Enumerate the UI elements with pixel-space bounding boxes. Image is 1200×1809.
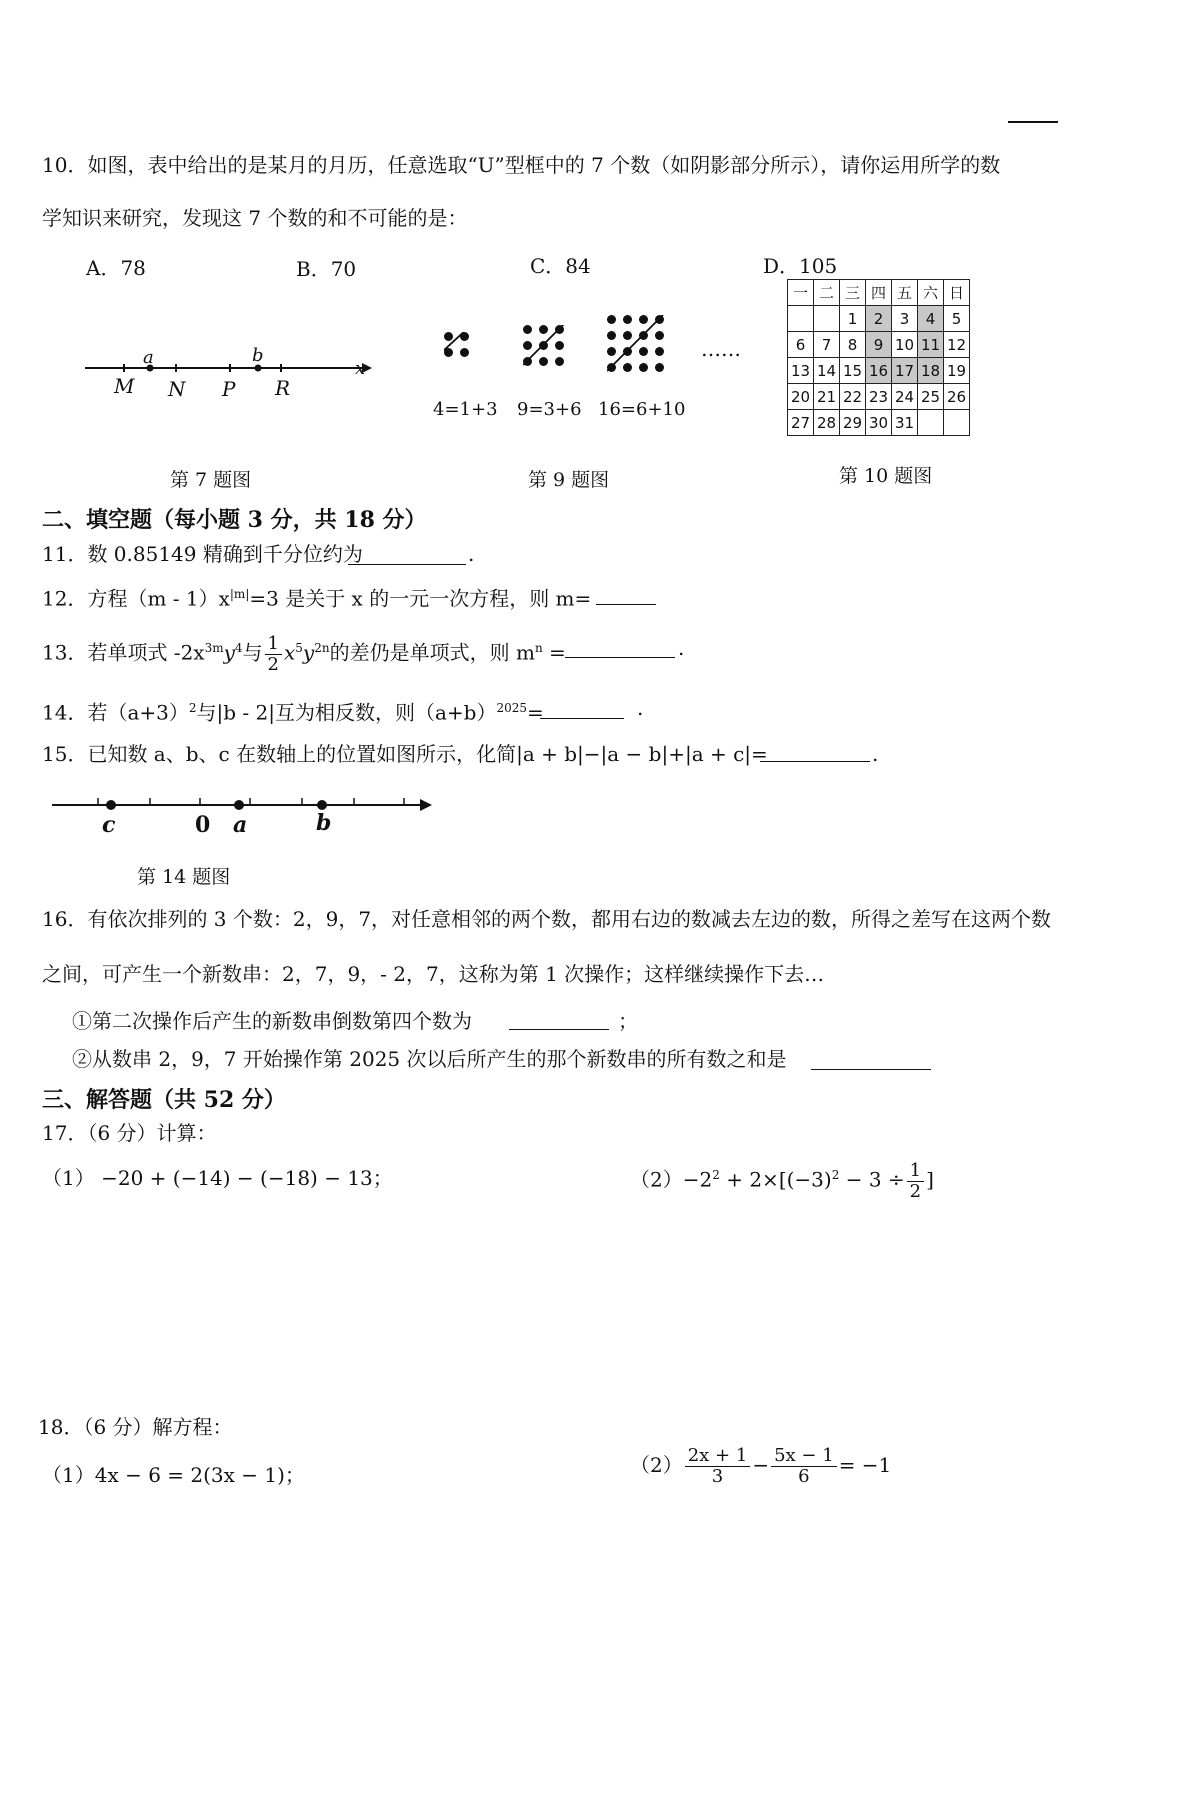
calendar-cell: 19 xyxy=(944,358,970,384)
calendar-cell: 13 xyxy=(788,358,814,384)
calendar-header-row xyxy=(788,280,970,306)
q16-sub2: ②从数串 2，9，7 开始操作第 2025 次以后所产生的那个新数串的所有数之和是 xyxy=(72,1047,787,1071)
fig7-label-n: N xyxy=(168,377,186,401)
q13-frac-num: 1 xyxy=(265,634,282,655)
calendar-cell: 27 xyxy=(788,410,814,436)
fig7-label-r: R xyxy=(275,376,291,400)
q17-part2 xyxy=(630,1155,934,1202)
q17-head: 17．（6 分）计算： xyxy=(42,1121,217,1145)
fig14-caption: 第 14 题图 xyxy=(137,866,231,888)
q12-question xyxy=(42,581,591,612)
calendar-header-cell: 四 xyxy=(866,280,892,306)
q15-blank xyxy=(760,761,870,762)
calendar-cell: 12 xyxy=(944,332,970,358)
q13-eq: = xyxy=(542,640,566,665)
calendar-cell: 30 xyxy=(866,410,892,436)
calendar-cell: 22 xyxy=(840,384,866,410)
q15-text: 15．已知数 a、b、c 在数轴上的位置如图所示，化简|a + b|−|a − b|+|a + c|= xyxy=(42,742,768,766)
calendar-cell: 2 xyxy=(866,306,892,332)
q13-mid: 与 xyxy=(242,640,263,665)
fig10-calendar xyxy=(787,279,970,436)
calendar-cell: 1 xyxy=(840,306,866,332)
calendar-cell: 3 xyxy=(892,306,918,332)
q18-f1-num: 2x + 1 xyxy=(685,1446,751,1467)
q17-p2-den: 2 xyxy=(909,1180,922,1202)
q11-end: . xyxy=(468,542,475,566)
q16-sub1-end: ； xyxy=(618,1009,638,1033)
q13-exp-2: 4 xyxy=(234,641,243,655)
q18-head: 18．（6 分）解方程： xyxy=(38,1415,233,1439)
calendar-row xyxy=(788,410,970,436)
q10-option-a: A．78 xyxy=(86,256,146,280)
q13-y: y xyxy=(223,640,235,665)
q10-option-c: C．84 xyxy=(530,254,591,278)
fig14-label-b: b xyxy=(316,810,332,836)
calendar-cell xyxy=(918,410,944,436)
fig7-label-p: P xyxy=(222,377,236,401)
fig10-caption: 第 10 题图 xyxy=(839,465,933,487)
calendar-cell: 20 xyxy=(788,384,814,410)
q17-p2-mid2: − 3 ÷ xyxy=(839,1167,905,1192)
fig9-eq-3: 16=6+10 xyxy=(598,399,686,420)
calendar-cell: 6 xyxy=(788,332,814,358)
q13-exp-4: 2n xyxy=(314,641,330,655)
calendar-row xyxy=(788,306,970,332)
calendar-cell: 15 xyxy=(840,358,866,384)
q13-end: . xyxy=(678,636,685,660)
q18-part1: （1）4x − 6 = 2(3x − 1)； xyxy=(42,1463,305,1487)
calendar-row xyxy=(788,358,970,384)
q17-p2-num: 1 xyxy=(907,1161,924,1182)
calendar-cell xyxy=(788,306,814,332)
q12-suffix: =3 是关于 x 的一元一次方程，则 m= xyxy=(249,586,592,611)
fig14-dot-c xyxy=(106,800,116,810)
calendar-cell: 21 xyxy=(814,384,840,410)
q14-end: . xyxy=(637,696,644,720)
q16-line1: 16．有依次排列的 3 个数：2，9，7，对任意相邻的两个数，都用右边的数减去左边的数，所得之差写在这两个数 xyxy=(42,907,1052,931)
calendar-cell: 5 xyxy=(944,306,970,332)
calendar-header-cell: 五 xyxy=(892,280,918,306)
q18-minus: − xyxy=(752,1453,770,1477)
q10-line2: 学知识来研究，发现这 7 个数的和不可能的是： xyxy=(42,206,468,230)
q17-p2-exp2: 2 xyxy=(831,1168,840,1182)
q16-line2: 之间，可产生一个新数串：2，7，9，- 2，7，这称为第 1 次操作；这样继续操作下去… xyxy=(42,962,825,986)
q10-line1: 10．如图，表中给出的是某月的月历，任意选取“U”型框中的 7 个数（如阴影部分所示），请你运用所学的数 xyxy=(42,153,1001,177)
calendar-cell: 28 xyxy=(814,410,840,436)
calendar-cell: 14 xyxy=(814,358,840,384)
fig14-dot-a xyxy=(234,800,244,810)
q13-x2: x xyxy=(284,640,296,665)
calendar-header-cell: 二 xyxy=(814,280,840,306)
q13-exp-1: 3m xyxy=(204,641,224,655)
q14-exp-1: 2 xyxy=(188,701,197,715)
calendar-header-cell: 六 xyxy=(918,280,944,306)
q13-exp-3: 5 xyxy=(295,641,303,655)
calendar-cell xyxy=(814,306,840,332)
fig14-dot-b xyxy=(317,800,327,810)
q13-y2: y xyxy=(302,640,315,665)
calendar-cell: 7 xyxy=(814,332,840,358)
q13-suffix: 的差仍是单项式，则 m xyxy=(329,640,535,665)
fig9-pattern-1 xyxy=(444,332,474,362)
q14-mid: 与|b - 2|互为相反数，则（a+b） xyxy=(196,700,497,725)
calendar-cell: 26 xyxy=(944,384,970,410)
q18-f2-den: 6 xyxy=(798,1466,810,1487)
calendar-cell: 10 xyxy=(892,332,918,358)
fig9-pattern-2 xyxy=(523,325,567,369)
fig9-eq-1: 4=1+3 xyxy=(433,399,498,420)
calendar-cell xyxy=(944,410,970,436)
q18-part2 xyxy=(630,1440,891,1490)
calendar-header-cell: 日 xyxy=(944,280,970,306)
q17-part1: （1） −20 + (−14) − (−18) − 13； xyxy=(42,1166,393,1190)
q17-p2-fraction xyxy=(907,1161,924,1202)
q16-sub1: ①第二次操作后产生的新数串倒数第四个数为 xyxy=(72,1009,472,1033)
q13-fraction xyxy=(265,634,282,675)
fig9-caption: 第 9 题图 xyxy=(528,469,610,491)
q17-p2-end: ] xyxy=(926,1167,934,1192)
calendar-header-cell: 一 xyxy=(788,280,814,306)
calendar-cell: 23 xyxy=(866,384,892,410)
fig9-pattern-3 xyxy=(607,315,669,377)
section3-title: 三、解答题（共 52 分） xyxy=(42,1087,286,1113)
q13-blank xyxy=(565,657,675,658)
q13-prefix: 13．若单项式 -2x xyxy=(42,640,205,665)
q18-fraction-2 xyxy=(771,1446,837,1487)
q12-prefix: 12．方程（m - 1）x xyxy=(42,586,230,611)
calendar-header-cell: 三 xyxy=(840,280,866,306)
fig9-ellipsis: …… xyxy=(701,337,741,361)
q17-p2-prefix: （2）−2 xyxy=(630,1167,713,1192)
fig14-label-zero: 0 xyxy=(195,812,211,838)
q18-fraction-1 xyxy=(685,1446,751,1487)
q12-exponent: |m| xyxy=(229,587,250,601)
fig7-label-m: M xyxy=(114,374,135,398)
fig14-label-c: c xyxy=(102,812,116,838)
calendar-cell: 4 xyxy=(918,306,944,332)
q10-option-d: D．105 xyxy=(763,254,838,278)
calendar-cell: 24 xyxy=(892,384,918,410)
q18-p2-prefix: （2） xyxy=(630,1453,683,1477)
q13-exp-5: n xyxy=(534,641,543,655)
calendar-cell: 18 xyxy=(918,358,944,384)
q17-p2-mid: + 2×[(−3) xyxy=(719,1167,832,1192)
fig9-eq-2: 9=3+6 xyxy=(517,399,582,420)
fig7-axis-label: x xyxy=(355,358,366,379)
section2-title: 二、填空题（每小题 3 分，共 18 分） xyxy=(42,507,427,533)
q11-text: 11．数 0.85149 精确到千分位约为 xyxy=(42,542,363,566)
fig14-label-a: a xyxy=(233,812,248,838)
calendar-cell: 9 xyxy=(866,332,892,358)
calendar-cell: 11 xyxy=(918,332,944,358)
fig7-label-a: a xyxy=(143,347,154,368)
calendar-row xyxy=(788,384,970,410)
fig14-arrow xyxy=(420,799,432,811)
calendar-cell: 25 xyxy=(918,384,944,410)
q14-question xyxy=(42,695,544,726)
q14-exp-2: 2025 xyxy=(496,701,528,715)
fig7-caption: 第 7 题图 xyxy=(170,469,252,491)
q14-eq: = xyxy=(527,700,544,725)
calendar-cell: 8 xyxy=(840,332,866,358)
q14-prefix: 14．若（a+3） xyxy=(42,700,189,725)
q12-blank xyxy=(596,604,656,605)
fig7-label-b: b xyxy=(252,345,264,366)
q18-f2-num: 5x − 1 xyxy=(771,1446,837,1467)
calendar-cell: 17 xyxy=(892,358,918,384)
q18-f1-den: 3 xyxy=(711,1466,724,1487)
calendar-cell: 29 xyxy=(840,410,866,436)
q13-frac-den: 2 xyxy=(267,653,279,675)
header-rule xyxy=(1008,121,1058,123)
q16-sub2-blank xyxy=(811,1069,931,1070)
q15-end: . xyxy=(872,742,879,766)
q16-sub1-blank xyxy=(509,1029,609,1030)
q11-blank xyxy=(348,564,466,565)
q14-blank xyxy=(540,718,624,719)
calendar-row xyxy=(788,332,970,358)
calendar-cell: 31 xyxy=(892,410,918,436)
q18-p2-end: = −1 xyxy=(838,1453,892,1477)
calendar-cell: 16 xyxy=(866,358,892,384)
q17-p2-exp1: 2 xyxy=(712,1168,720,1182)
q10-option-b: B．70 xyxy=(296,257,357,281)
q13-question xyxy=(42,628,566,675)
